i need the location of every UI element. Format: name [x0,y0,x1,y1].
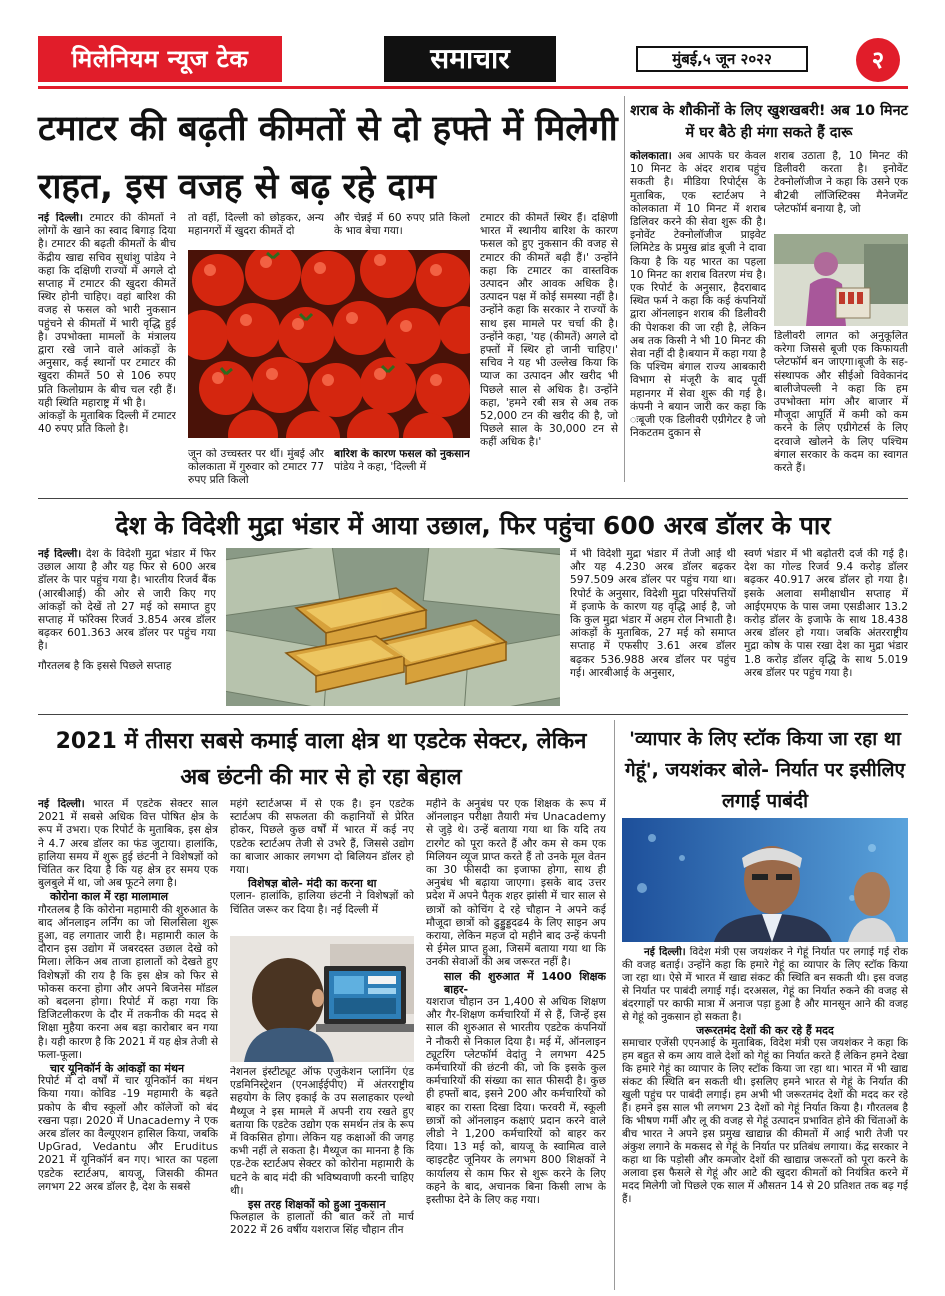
divider [38,498,908,499]
edtech-text-1b: गौरतलब है कि कोरोना महामारी की शुरुआत के बाद ऑनलाइन लर्निंग का जो सिलसिला शुरू हुआ, वह लगातार जारी है। महामारी काल के दौरान इस उद्योग में जबरदस्त उछाल देखे को मिला। लेकिन अब ताजा हालातों को देखते हुए विशेषज्ञों की राय है कि इस क्षेत्र को फिर से फोकस करना होगा और अपने बिजनेस मॉडल को बदलना होगा। रिपोर्ट में कहा गया कि डिजिटलीकरण के दौर में तकनीक की मदद से शिक्षा मुहैया करना अब बड़ा कारोबार बन गया है। यही कारण है कि 2021 में यह क्षेत्र तेजी से फला-फूला। [38,903,218,1061]
edtech-dateline: नई दिल्ली। [38,798,85,810]
forex-headline: देश के विदेशी मुद्रा भंडार में आया उछाल, फिर पहुंचा 600 अरब डॉलर के पार [115,511,831,540]
tomato-photo [188,250,470,438]
edtech-subhead-3: विशेषज्ञ बोले- मंदी का करना था [248,877,377,891]
wheat-headline: 'व्यापार के लिए स्टॉक किया जा रहा था गेहूं', जयशंकर बोले- निर्यात पर इसीलिए लगाई पाबंदी [624,728,906,812]
forex-photo [226,548,560,706]
wheat-text [622,946,908,1286]
edtech-col1 [38,798,218,1286]
section-title: समाचार [384,36,556,82]
wheat-photo [622,818,908,942]
wheat-subhead: जरूरतमंद देशों की कर रहे हैं मदद [696,1024,834,1037]
masthead: मिलेनियम न्यूज टेक [38,36,282,82]
edtech-col2 [230,798,414,932]
edtech-text-1: भारत में एडटेक सेक्टर साल 2021 में सबसे अधिक वित्त पोषित क्षेत्र के रूप में उभरा। एक रिपोर्ट के मुताबिक, इस क्षेत्र ने 4.7 अरब डॉलर का फंड जुटाया। हालांकि, हालिया समय में शुरू हुई छंटनी ने विशेषज्ञों को चिंतित कर दिया है कि यह क्षेत्र हर समय एक बुलबुले में था, जो अब फूटने लगा है। [38,798,218,890]
forex-col3: स्वर्ण भंडार में भी बढ़ोतरी दर्ज की गई है। देश का गोल्ड रिजर्व 9.4 करोड़ डॉलर बढ़कर 40.917 अरब डॉलर हो गया है। इसके अलावा समीक्षाधीन सप्ताह में आईएमएफ के पास जमा एसडीआर 13.2 करोड़ डॉलर के इजाफे के साथ 18.438 अरब डॉलर हो गया। जबकि अंतरराष्ट्रीय मुद्रा कोष के पास रखा देश का मुद्रा भंडार 1.8 करोड़ डॉलर वृद्धि के साथ 5.019 अरब डॉलर पर पहुंच गया है। [744,548,908,679]
edtech-text-3b: यशराज चौहान उन 1,400 से अधिक शिक्षण और गैर-शिक्षण कर्मचारियों में से हैं, जिन्हें इस साल की शुरुआत से भारतीय एडटेक कंपनियों ने नौकरी से निकाल दिया है। मई में, ऑनलाइन ट्यूटरिंग प्लेटफॉर्म वेदांतु ने लगभग 425 कर्मचारियों की छंटनी की, जो कि इसके कुल कर्मचारियों की संख्या का सात फीसदी है। कुछ ही हफ्तों बाद, इसने 200 और कर्मचारियों को बाहर का रास्ता दिखा दिया। फरवरी में, स्कूली छात्रों को ऑनलाइन कक्षाएं प्रदान करने वाले लीडो ने 1,200 कर्मचारियों को बाहर कर दिया। 13 मई को, बायजू के स्वामित्व वाले व्हाइटहैट जूनियर के लगभग 800 शिक्षकों ने कार्यालय से काम फिर से शुरू करने के लिए कहने के बाद, अचानक बिना किसी लाभ के इस्तीफा देने के लिए कह गया। [426,996,606,1207]
dateline: मुंबई,५ जून २०२२ [636,46,808,72]
forex-col1 [38,548,216,696]
divider [614,720,615,1290]
liquor-photo [774,234,908,326]
tomato-col4: टमाटर की कीमतें स्थिर हैं। दक्षिणी भारत में स्थानीय बारिश के कारण फसल को हुए नुकसान की वजह से टमाटर की कीमतें बढ़ी हैं।' उन्होंने कहा कि टमाटर का वास्तविक उत्पादन और आवक अधिक है। उत्पादन पक्ष में कोई समस्या नहीं है। उन्होंने कहा कि सरकार ने राज्यों के साथ इस मामले पर चर्चा की है। उन्होंने कहा, 'यह (कीमतें) अगले दो हफ्तों में स्थिर हो जानी चाहिए।' सचिव ने यह भी उल्लेख किया कि प्याज का उत्पादन और खरीद भी पिछले साल से अधिक है। उन्होंने कहा, 'हमने रबी सत्र से अब तक 52,000 टन की खरीद की है, जो पिछले साल के 30,000 टन से कहीं अधिक है।' [480,212,618,449]
liquor-col1 [630,150,766,488]
page-header [0,0,945,88]
tomato-dateline: नई दिल्ली। [38,212,84,224]
edtech-headline: 2021 में तीसरा सबसे कमाई वाला क्षेत्र था एडटेक सेक्टर, लेकिन अब छंटनी की मार से हो रहा बेहाल [55,729,587,790]
tomato-col3-top: और चेन्नई में 60 रुपए प्रति किलो के भाव बेचा गया। [334,212,470,238]
edtech-col2b [230,1066,414,1286]
tomato-subhead: बारिश के कारण फसल को नुकसान [334,448,470,460]
gold-dollar-image [226,548,560,706]
liquor-text-1: अब आपके घर केवल 10 मिनट के अंदर शराब पहुंच सकती है। मीडिया रिपोर्ट्स के मुताबिक, एक स्टार्टअप ने कोलकाता में 10 मिनट में शराब डिलिवर करने की सेवा शुरू की है। इनोवेंट टेक्नोलॉजीज प्राइवेट लिमिटेड के प्रमुख ब्रांड बूजी ने दावा किया है कि यह भारत का पहला 10 मिनट का शराब वितरण मंच है। एक रिपोर्ट के अनुसार, हैदराबाद स्थित फर्म ने कहा कि कई कंपनियों द्वारा ऑनलाइन शराब की डिलीवरी की पेशकश की जा रही है, लेकिन अब तक किसी ने भी 10 मिनट की सेवा नहीं दी है।बयान में कहा गया है कि पश्चिम बंगाल राज्य आबकारी विभाग से मंजूरी के बाद पूर्वी महानगर में सेवा शुरू की गई है। कंपनी ने बयान जारी कर कहा कि ःबूजी एक डिलीवरी एग्रीगेटर है जो निकटतम दुकान से [630,150,766,440]
tomato-headline: टमाटर की बढ़ती कीमतों से दो हफ्ते में मिलेगी राहत, इस वजह से बढ़ रहे दाम [38,109,618,207]
edtech-text-2b: एलान- हालांकि, हालिया छंटनी ने विशेषज्ञों को चिंतित जरूर कर दिया है। नई दिल्ली में [230,890,414,916]
tomato-col3-bottom [334,448,470,504]
edtech-text-1c: रिपोर्ट में दो वर्षों में चार यूनिकॉर्न का मंथन किया गया। कोविड -19 महामारी के बढ़ते प्रकोप के बीच स्कूलों और कॉलेजों को बंद रखना पड़ा। 2020 में Unacademy ने एक अरब डॉलर का वैल्यूएशन हासिल किया, जबकि UpGrad, Vedantu और Eruditus 2021 में यूनिकॉर्न बन गए। भारत का पहला एडटेक स्टार्टअप, बायजू, जिसकी कीमत लगभग 22 अरब डॉलर है, देश के सबसे [38,1075,218,1193]
edtech-photo [230,936,414,1062]
tomato-col2-bottom: जून को उच्चस्तर पर थीं। मुंबई और कोलकाता में गुरुवार को टमाटर 77 रुपए प्रति किलो [188,448,324,487]
wheat-dateline: नई दिल्ली। [644,946,686,958]
child-laptop-image [230,936,414,1062]
tomato-text-1b: आंकड़ों के मुताबिक दिल्ली में टमाटर 40 रुपए प्रति किलो है। [38,410,176,436]
divider [38,714,908,715]
edtech-text-2d: फिलहाल के हालातों की बात करें तो मार्च 2022 में 26 वर्षीय यशराज सिंह चौहान तीन [230,1211,414,1237]
tomato-image [188,250,470,438]
forex-dateline: नई दिल्ली। [38,548,82,560]
forex-text-1: देश के विदेशी मुद्रा भंडार में फिर उछाल आया है और यह फिर से 600 अरब डॉलर के पार पहुंच गया है। भारतीय रिजर्व बैंक (आरबीआई) की ओर से जारी किए गए आंकड़ों को देखें तो 27 मई को समाप्त हुए सप्ताह में फॉरेक्स रिजर्व 3.854 अरब डॉलर बढ़कर 601.363 अरब डॉलर पर पहुंच गया है। [38,548,216,653]
edtech-text-3: महीने के अनुबंध पर एक शिक्षक के रूप में ऑनलाइन परीक्षा तैयारी मंच Unacademy से जुड़े थे। उन्हें बताया गया था कि यदि तय टारगेट को पूरा करते हैं और कम से कम एक मिलियन व्यूज प्राप्त करते हैं तो उनके मूल वेतन का 30 फीसदी का इजाफा होगा, साथ ही अनुबंध भी बढ़ाया जाएगा। इसके बाद उत्तर प्रदेश में अपने पैतृक शहर झांसी में चार साल से छात्रों को कोचिंग दे रहे चौहान ने अपने कई मौजूदा छात्रों को ढुड्डुड्डदढ4 के लिए साइन अप कराया, लेकिन महज दो महीने बाद उन्हें कंपनी से ईमेल प्राप्त हुआ, जिसमें बताया गया था कि उनकी सेवाओं की अब जरूरत नहीं है। [426,798,606,969]
jaishankar-image [622,818,908,942]
wheat-text-1: विदेश मंत्री एस जयशंकर ने गेहूं निर्यात पर लगाई गई रोक की वजह बताई। उन्होंने कहा कि हमारे गेहूं का व्यापार के लिए स्टॉक किया जा रहा था। ऐसे में भारत में खाद्य संकट की स्थिति बन सकती थी। इस वजह से निर्यात पर पाबंदी लगाई गई। दरअसल, गेहूं का निर्यात रुकने की वजह से बंदरगाहों पर काफी मात्रा में अनाज पड़ा हुआ है और मानसून आने की वजह से गेहूं को नुकसान हो सकता है। [622,946,908,1023]
tomato-col1 [38,212,176,456]
liquor-headline: शराब के शौकीनों के लिए खुशखबरी! अब 10 मिनट में घर बैठे ही मंगा सकते हैं दारू [630,103,908,141]
forex-col2: में भी विदेशी मुद्रा भंडार में तेजी आई थी और यह 4.230 अरब डॉलर बढ़कर 597.509 अरब डॉलर पर पहुंच गया था। रिपोर्ट के अनुसार, विदेशी मुद्रा परिसंपत्तियों में इजाफे के कारण यह वृद्धि आई है, जो कि कुल मुद्रा भंडार में अहम रोल निभाती है। आंकड़ों के मुताबिक, 27 मई को समाप्त सप्ताह में एफसीए 3.61 अरब डॉलर बढ़कर 536.988 अरब डॉलर पर पहुंच गई। आरबीआई के अनुसार, [570,548,736,679]
liquor-col2-bottom: डिलीवरी लागत को अनुकूलित करेगा जिससे बूजी एक किफायती प्लेटफॉर्म बन जाएगा।बूजी के सह-संस्थापक और सीईओ विवेकानंद बालीजेपल्ली ने कहा कि हम उपभोक्ता मांग और बाजार में मौजूदा आपूर्ति में कमी को कम करने के लिए एग्रीगेटर्स के लिए दरवाजे खोलने के लिए पश्चिम बंगाल सरकार के कदम का स्वागत करते हैं। [774,330,908,475]
edtech-text-2: महंगे स्टार्टअप्स में से एक है। इन एडटेक स्टार्टअप की सफलता की कहानियों से प्रेरित होकर, पिछले कुछ वर्षों में भारत में कई नए एडटेक स्टार्टअप तेजी से उभरे हैं, जिससे उद्योग का बाजार आकार लगभग दो बिलियन डॉलर हो गया। [230,798,414,877]
edtech-col3 [426,798,606,1286]
liquor-dateline: कोलकाता। [630,150,672,162]
delivery-image [774,234,908,326]
divider [624,96,625,482]
edtech-subhead-4: इस तरह शिक्षकों को हुआ नुकसान [248,1198,386,1212]
edtech-subhead-1: कोरोना काल में रहा मालामाल [50,890,169,904]
edtech-text-2c: नेशनल इंस्टीट्यूट ऑफ एजुकेशन प्लानिंग एंड एडमिनिस्ट्रेशन (एनआईईपीए) में अंतरराष्ट्रीय सहयोग के लिए इकाई के उप सलाहकार एल्थो मैथ्यूज ने इस मामले में अपनी राय रखते हुए बताया कि एडटेक उद्योग एक समर्थन तंत्र के रूप में विकसित होगा। लेकिन यह कक्षाओं की जगह कभी नहीं ले सकता है। मैथ्यूज का मानना है कि एड-टेक स्टार्टअप सेक्टर को कोरोना महामारी के घटने के बाद मंदी की भविष्यवाणी करनी चाहिए थी। [230,1066,414,1197]
edtech-subhead-2: चार यूनिकॉर्न के आंकड़ों का मंथन [50,1062,185,1076]
liquor-col2-top: शराब उठाता है, 10 मिनट की डिलीवरी करता है। इनोवेंट टेक्नोलॉजीज ने कहा कि उसने एक बी2बी लॉजिस्टिक्स मैनेजमेंट प्लेटफॉर्म बनाया है, जो [774,150,908,215]
tomato-text-3b: पांडेय ने कहा, 'दिल्ली में [334,461,427,474]
tomato-col2-top: तो वहीं, दिल्ली को छोड़कर, अन्य महानगरों में खुदरा कीमतें दो [188,212,324,238]
page-number: २ [856,38,900,82]
wheat-text-1b: समाचार एजेंसी एएनआई के मुताबिक, विदेश मंत्री एस जयशंकर ने कहा कि हम बहुत से कम आय वाले देशों को गेहूं का निर्यात करते हैं लेकिन हमने देखा कि हमारे गेहूं का व्यापार के लिए स्टॉक किया जा रहा था। भारत में भी खाद्य संकट की स्थिति बन सकती थी। इसलिए हमने भारत से गेहूं के निर्यात की खुली पहुंच पर पाबंदी लगाई। हम अभी भी जरूरतमंद देशों की मदद कर रहे हैं। हमने इस साल भी लगभग 23 देशों को गेहूं निर्यात किया है। गौरतलब है कि भीषण गर्मी और लू की वजह से गेहूं उत्पादन प्रभावित होने की चिंताओं के बीच भारत ने अपने इस प्रमुख खाद्यान्न की कीमतों में आई भारी तेजी पर अंकुश लगाने के मकसद से गेहूं के निर्यात पर प्रतिबंध लगाया। केंद्र सरकार ने कहा था कि पड़ोसी और कमजोर देशों की खाद्यान्न जरूरतों को पूरा करने के अलावा इस फैसले से गेहूं और आटे की खुदरा कीमतों को नियंत्रित करने में मदद मिलेगी जो पिछले एक साल में औसतन 14 से 20 प्रतिशत तक बढ़ गई हैं। [622,1037,908,1205]
tomato-text-1: टमाटर की कीमतों ने लोगों के खाने का स्वाद बिगाड़ दिया है। टमाटर की बढ़ती कीमतों के बीच केंद्रीय खाद्य सचिव सुधांशु पांडेय ने कहा कि दक्षिणी राज्यों में अगले दो सप्ताह में टमाटर की खुदरा कीमतें स्थिर होनी चाहिए। वहां बारिश की वजह से फसल को भारी नुकसान पहुंचने से कीमतों में भारी वृद्धि हुई है। उपभोक्ता मामलों के मंत्रालय द्वारा रखे जाने वाले आंकड़ों के अनुसार, कई स्थानों पर टमाटर की खुदरा कीमतें 50 से 106 रुपए प्रति किलोग्राम के बीच चल रही हैं। यही स्थिति महाराष्ट्र में भी है। [38,212,176,409]
forex-text-1b: गौरतलब है कि इससे पिछले सप्ताह [38,659,172,672]
header-rule [38,86,908,89]
edtech-subhead-5: साल की शुरुआत में 1400 शिक्षक बाहर- [444,969,606,996]
